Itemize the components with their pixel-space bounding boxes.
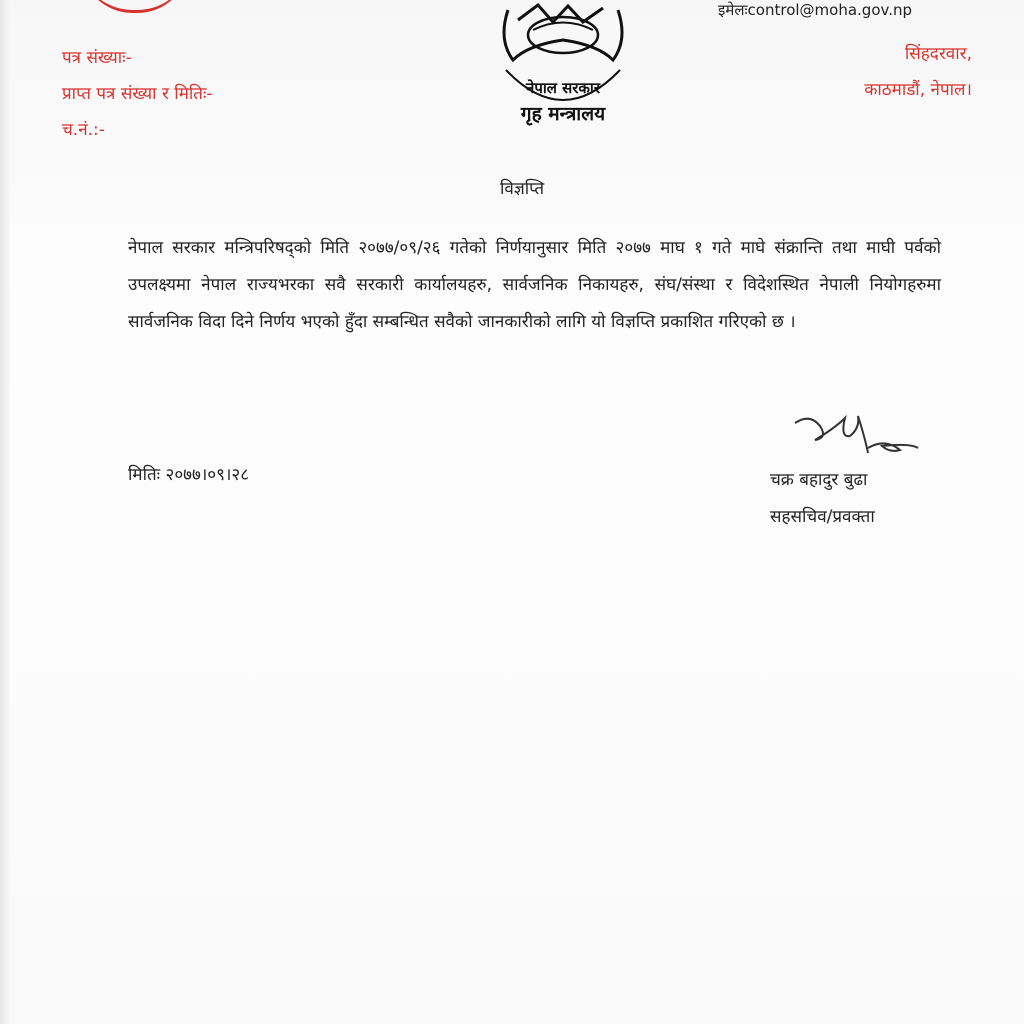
- emblem-text-bottom: गृह मन्त्रालय: [520, 103, 606, 125]
- emblem-text-top: नेपाल सरकार: [526, 79, 600, 97]
- signatory-block: [770, 462, 875, 536]
- received-letter-label: प्राप्त पत्र संख्या र मितिः-: [62, 84, 213, 104]
- scan-edge-shadow: [0, 0, 10, 1024]
- top-stamp-fragment: [80, 0, 190, 13]
- notice-body: नेपाल सरकार मन्त्रिपरिषद्को मिति २०७७/०९/२६ गतेको निर्णयानुसार मिति २०७७ माघ १ गते माघे संक्रान्ति तथा माघी पर्वको उपलक्ष्यमा नेपाल राज्यभरका सवै सरकारी कार्यालयहरु, सार्वजनिक निकायहरु, संघ/संस्था र विदेशस्थित नेपाली नियोगहरुमा सार्वजनिक विदा दिने निर्णय भएको हुँदा सम्बन्धित सवैको जानकारीको लागि यो विज्ञप्ति प्रकाशित गरिएको छ ।: [128, 238, 941, 332]
- notice-date: मितिः २०७७।०९।२८: [128, 465, 250, 485]
- address-line-2: काठमाडौं, नेपाल।: [864, 80, 972, 100]
- ministry-emblem-logo: [488, 0, 638, 135]
- signatory-title: सहसचिव/प्रवक्ता: [770, 507, 875, 527]
- address-line-1: सिंहदरवार,: [904, 44, 972, 64]
- signatory-name: चक्र बहादुर बुढा: [770, 470, 868, 490]
- email-line: [718, 0, 912, 20]
- address-block: [864, 36, 972, 108]
- letter-meta-left: [62, 40, 213, 148]
- email-address: control@moha.gov.np: [747, 1, 913, 19]
- email-label: इमेलः: [718, 1, 748, 19]
- dispatch-number-label: च.नं.:-: [62, 120, 105, 140]
- notice-heading: विज्ञप्ति: [500, 179, 545, 199]
- letter-number-label: पत्र संख्याः-: [62, 48, 132, 68]
